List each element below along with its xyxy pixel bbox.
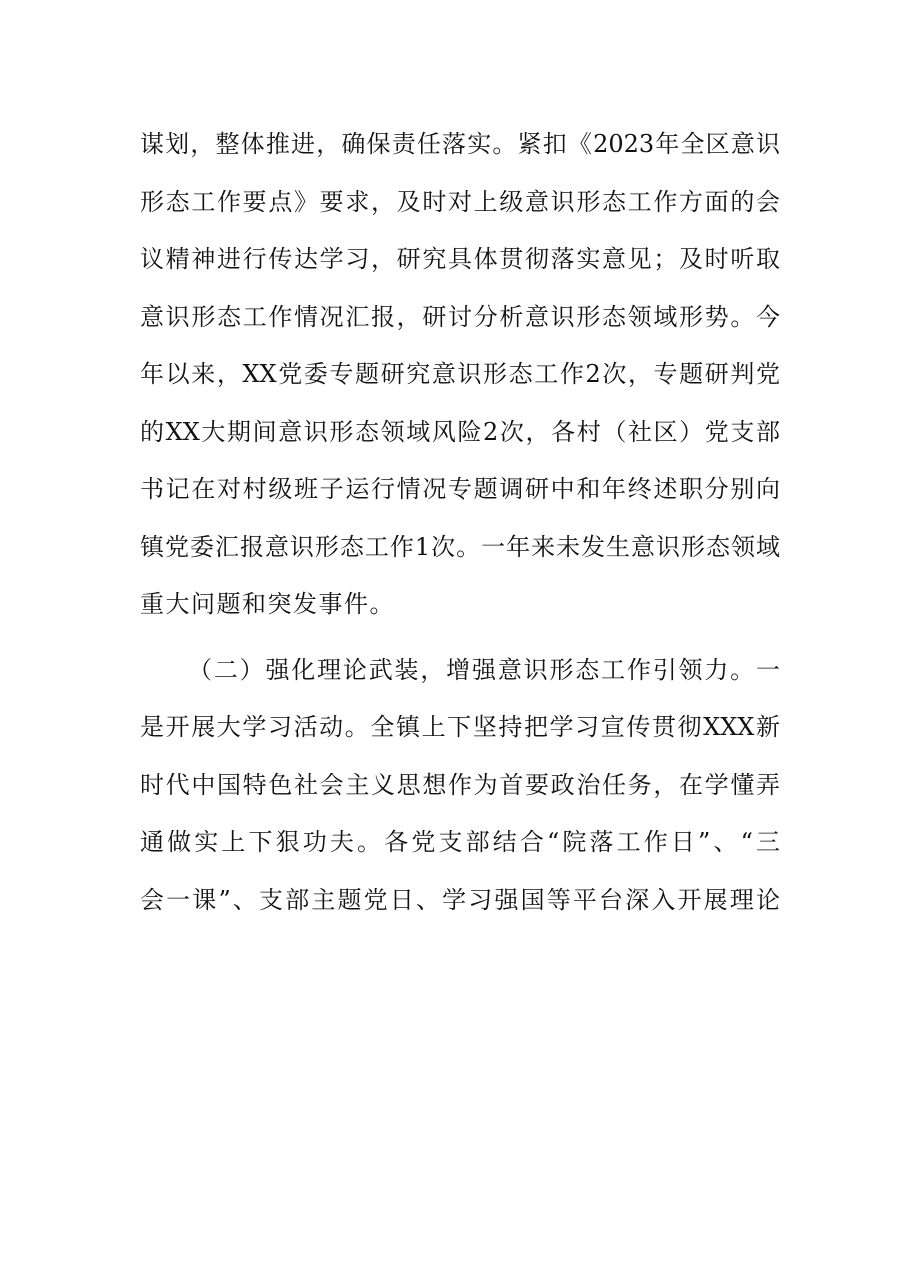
- text-line: 通做实上下狠功夫。各党支部结合“院落工作日”、“三: [140, 828, 780, 856]
- document-body: [140, 116, 780, 929]
- paragraph-2: [140, 642, 780, 930]
- text-line: 镇党委汇报意识形态工作1次。一年来未发生意识形态领域: [140, 532, 780, 561]
- text-line: 的XX大期间意识形态领域风险2次，各村（社区）党支部: [140, 417, 780, 446]
- paragraph-1: [140, 116, 780, 634]
- text-line: 意识形态工作情况汇报，研讨分析意识形态领域形势。今: [140, 302, 780, 331]
- text-line: 是开展大学习活动。全镇上下坚持把学习宣传贯彻XXX新: [140, 713, 780, 741]
- text-line: 书记在对村级班子运行情况专题调研中和年终述职分别向: [140, 475, 780, 503]
- text-line: 议精神进行传达学习，研究具体贯彻落实意见；及时听取: [140, 245, 780, 273]
- text-line: 谋划，整体推进，确保责任落实。紧扣《2023年全区意识: [140, 130, 780, 158]
- text-line: 年以来，XX党委专题研究意识形态工作2次，专题研判党: [140, 360, 780, 388]
- text-line: 重大问题和突发事件。: [140, 590, 395, 618]
- paragraph-spacer: [140, 634, 780, 642]
- text-line: 时代中国特色社会主义思想作为首要政治任务，在学懂弄: [140, 770, 780, 799]
- text-line: 形态工作要点》要求，及时对上级意识形态工作方面的会: [140, 187, 780, 216]
- text-line: （二）强化理论武装，增强意识形态工作引领力。一: [188, 655, 780, 684]
- text-line: 会一课”、支部主题党日、学习强国等平台深入开展理论: [140, 885, 780, 914]
